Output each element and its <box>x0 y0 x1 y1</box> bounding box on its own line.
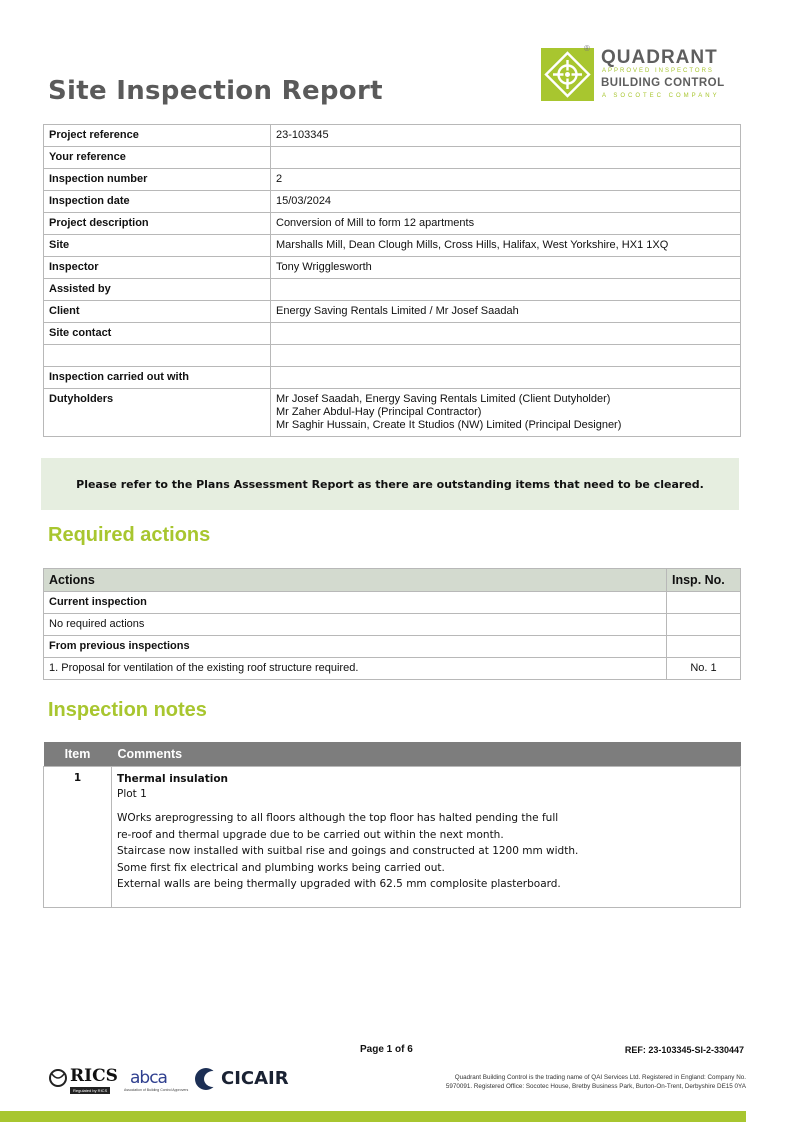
dutyholders-row <box>44 389 741 437</box>
info-row <box>44 235 741 257</box>
info-label: Client <box>44 301 271 323</box>
insp-no-column-header: Insp. No. <box>667 569 741 592</box>
logo-name: QUADRANT <box>601 47 718 68</box>
required-actions-heading: Required actions <box>48 524 211 546</box>
table-row <box>44 614 741 636</box>
info-row <box>44 345 741 367</box>
bottom-accent-bar <box>0 1111 746 1122</box>
info-row <box>44 279 741 301</box>
rics-sub-label: Regulated by RICS <box>70 1087 110 1094</box>
table-row <box>44 592 741 614</box>
note-line: WOrks areprogressing to all floors although the top floor has halted pending the full <box>117 812 559 824</box>
info-label: Project reference <box>44 125 271 147</box>
table-cell <box>667 592 741 614</box>
info-value: Tony Wrigglesworth <box>271 257 741 279</box>
note-line: Some first fix electrical and plumbing works being carried out. <box>117 861 445 874</box>
item-column-header: Item <box>44 742 112 767</box>
info-row <box>44 213 741 235</box>
note-comments <box>112 767 741 908</box>
info-row <box>44 125 741 147</box>
info-row <box>44 257 741 279</box>
table-cell <box>667 636 741 658</box>
note-subtitle: Plot 1 <box>117 788 147 800</box>
current-inspection-text: No required actions <box>44 614 667 636</box>
note-item-number: 1 <box>44 767 112 908</box>
table-cell <box>667 614 741 636</box>
quadrant-emblem-icon <box>541 48 594 101</box>
required-actions-table <box>43 568 741 680</box>
info-row <box>44 147 741 169</box>
info-label: Site contact <box>44 323 271 345</box>
info-label: Inspection carried out with <box>44 367 271 389</box>
logo-tagline: APPROVED INSPECTORS <box>602 68 714 74</box>
page-title: Site Inspection Report <box>48 76 383 106</box>
logo-subname: BUILDING CONTROL <box>601 77 725 89</box>
info-row <box>44 169 741 191</box>
info-value: 2 <box>271 169 741 191</box>
table-row <box>44 636 741 658</box>
inspection-notes-table <box>43 742 741 908</box>
info-label <box>44 345 271 367</box>
info-value: Marshalls Mill, Dean Clough Mills, Cross Hills, Halifax, West Yorkshire, HX1 1XQ <box>271 235 741 257</box>
table-row <box>44 767 741 908</box>
dutyholders-label: Dutyholders <box>44 389 271 437</box>
inspection-notes-heading: Inspection notes <box>48 699 207 721</box>
info-value <box>271 279 741 301</box>
info-label: Assisted by <box>44 279 271 301</box>
info-row <box>44 323 741 345</box>
info-value <box>271 323 741 345</box>
rics-emblem-icon <box>47 1068 69 1088</box>
info-value: 23-103345 <box>271 125 741 147</box>
plans-assessment-notice: Please refer to the Plans Assessment Report as there are outstanding items that need to be cleared. <box>41 458 739 510</box>
legal-line: Quadrant Building Control is the trading name of QAI Services Ltd. Registered in England: Company No. <box>454 1074 746 1081</box>
legal-notice <box>446 1073 746 1091</box>
logo-registered-mark: ® <box>584 44 590 53</box>
info-value: Conversion of Mill to form 12 apartments <box>271 213 741 235</box>
logo-company: A SOCOTEC COMPANY <box>602 93 720 99</box>
actions-column-header: Actions <box>44 569 667 592</box>
action-text: 1. Proposal for ventilation of the existing roof structure required. <box>44 658 667 680</box>
info-value: 15/03/2024 <box>271 191 741 213</box>
info-label: Inspection number <box>44 169 271 191</box>
accreditation-badges <box>47 1066 287 1096</box>
info-row <box>44 367 741 389</box>
rics-logo: RICS <box>70 1066 118 1086</box>
info-row <box>44 301 741 323</box>
abca-sub-label: Association of Building Control Approvers <box>124 1088 189 1092</box>
note-line: External walls are being thermally upgraded with 62.5 mm complosite plasterboard. <box>117 878 561 890</box>
table-row <box>44 658 741 680</box>
note-title: Thermal insulation <box>117 773 229 785</box>
info-label: Inspection date <box>44 191 271 213</box>
info-value <box>271 147 741 169</box>
info-value: Energy Saving Rentals Limited / Mr Josef Saadah <box>271 301 741 323</box>
dutyholder-line: Mr Saghir Hussain, Create It Studios (NW) Limited (Principal Designer) <box>276 419 622 431</box>
info-label: Inspector <box>44 257 271 279</box>
info-value <box>271 345 741 367</box>
info-value <box>271 367 741 389</box>
dutyholders-value <box>271 389 741 437</box>
dutyholder-line: Mr Josef Saadah, Energy Saving Rentals Limited (Client Dutyholder) <box>276 393 611 405</box>
dutyholder-line: Mr Zaher Abdul-Hay (Principal Contractor) <box>276 406 482 418</box>
action-insp-no: No. 1 <box>667 658 741 680</box>
current-inspection-heading: Current inspection <box>44 592 667 614</box>
abca-logo: abca <box>130 1068 167 1088</box>
quadrant-logo <box>541 44 746 103</box>
comments-column-header: Comments <box>112 742 741 767</box>
project-info-table <box>43 124 741 437</box>
document-reference: REF: 23-103345-SI-2-330447 <box>624 1045 744 1055</box>
cicair-logo: CICAIR <box>221 1068 289 1089</box>
legal-line: 5970091. Registered Office: Socotec House, Bretby Business Park, Burton-On-Trent, Derbyshire DE15 0YA <box>445 1083 746 1090</box>
note-line: Staircase now installed with suitbal rise and goings and constructed at 1200 mm width. <box>117 845 579 857</box>
note-line: re-roof and thermal upgrade due to be carried out within the next month. <box>117 828 504 841</box>
previous-inspections-heading: From previous inspections <box>44 636 667 658</box>
page-number: Page 1 of 6 <box>360 1044 413 1055</box>
info-row <box>44 191 741 213</box>
info-label: Site <box>44 235 271 257</box>
cicair-mark-cutout <box>204 1071 222 1087</box>
info-label: Project description <box>44 213 271 235</box>
info-label: Your reference <box>44 147 271 169</box>
